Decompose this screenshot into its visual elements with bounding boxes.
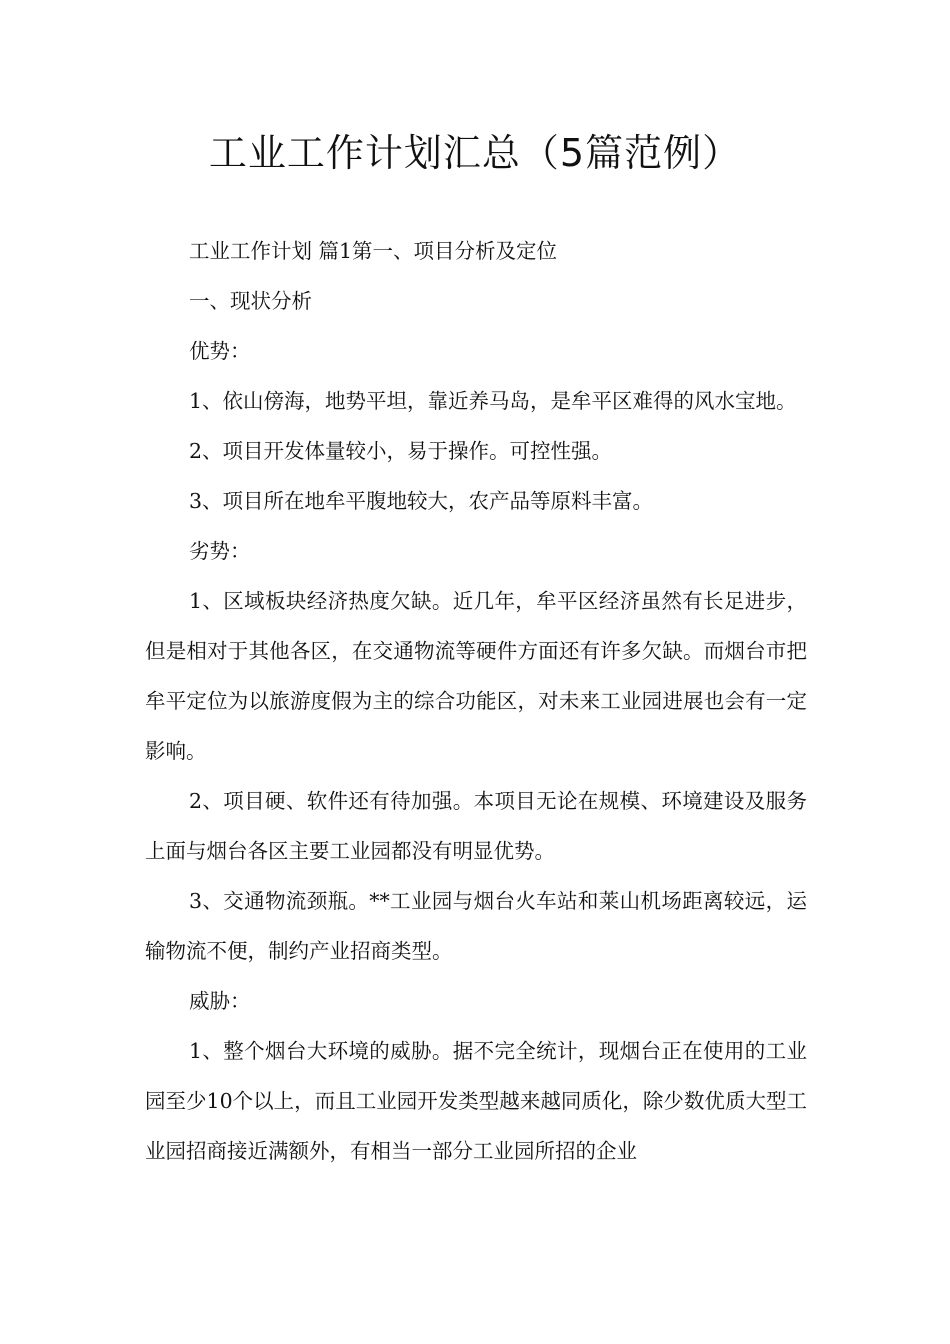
paragraph-section-heading: 工业工作计划 篇1第一、项目分析及定位 bbox=[189, 239, 558, 263]
paragraph-strength-2: 2、项目开发体量较小，易于操作。可控性强。 bbox=[189, 439, 613, 463]
paragraph-weakness-3: 3、交通物流颈瓶。**工业园与烟台火车站和莱山机场距离较远，运输物流不便，制约产业招商类型。 bbox=[145, 889, 807, 963]
paragraph-strength-1: 1、依山傍海，地势平坦，靠近养马岛，是牟平区难得的风水宝地。 bbox=[189, 389, 797, 413]
paragraph-subheading: 一、现状分析 bbox=[189, 289, 312, 313]
paragraph-strengths-label: 优势： bbox=[189, 339, 251, 363]
paragraph-weakness-1: 1、区域板块经济热度欠缺。近几年，牟平区经济虽然有长足进步，但是相对于其他各区，在交通物流等硬件方面还有许多欠缺。而烟台市把牟平定位为以旅游度假为主的综合功能区，对未来工业园进展也会有一定影响。 bbox=[145, 589, 807, 763]
paragraph-strength-3: 3、项目所在地牟平腹地较大，农产品等原料丰富。 bbox=[189, 489, 654, 513]
document-title: 工业工作计划汇总（5篇范例） bbox=[208, 131, 742, 175]
paragraph-threats-label: 威胁： bbox=[189, 989, 251, 1013]
document-body bbox=[145, 226, 807, 1176]
paragraph-weaknesses-label: 劣势： bbox=[189, 539, 251, 563]
paragraph-weakness-2: 2、项目硬、软件还有待加强。本项目无论在规模、环境建设及服务上面与烟台各区主要工业园都没有明显优势。 bbox=[145, 789, 807, 863]
paragraph-threat-1: 1、整个烟台大环境的威胁。据不完全统计，现烟台正在使用的工业园至少10个以上，而且工业园开发类型越来越同质化，除少数优质大型工业园招商接近满额外，有相当一部分工业园所招的企业 bbox=[145, 1039, 807, 1163]
